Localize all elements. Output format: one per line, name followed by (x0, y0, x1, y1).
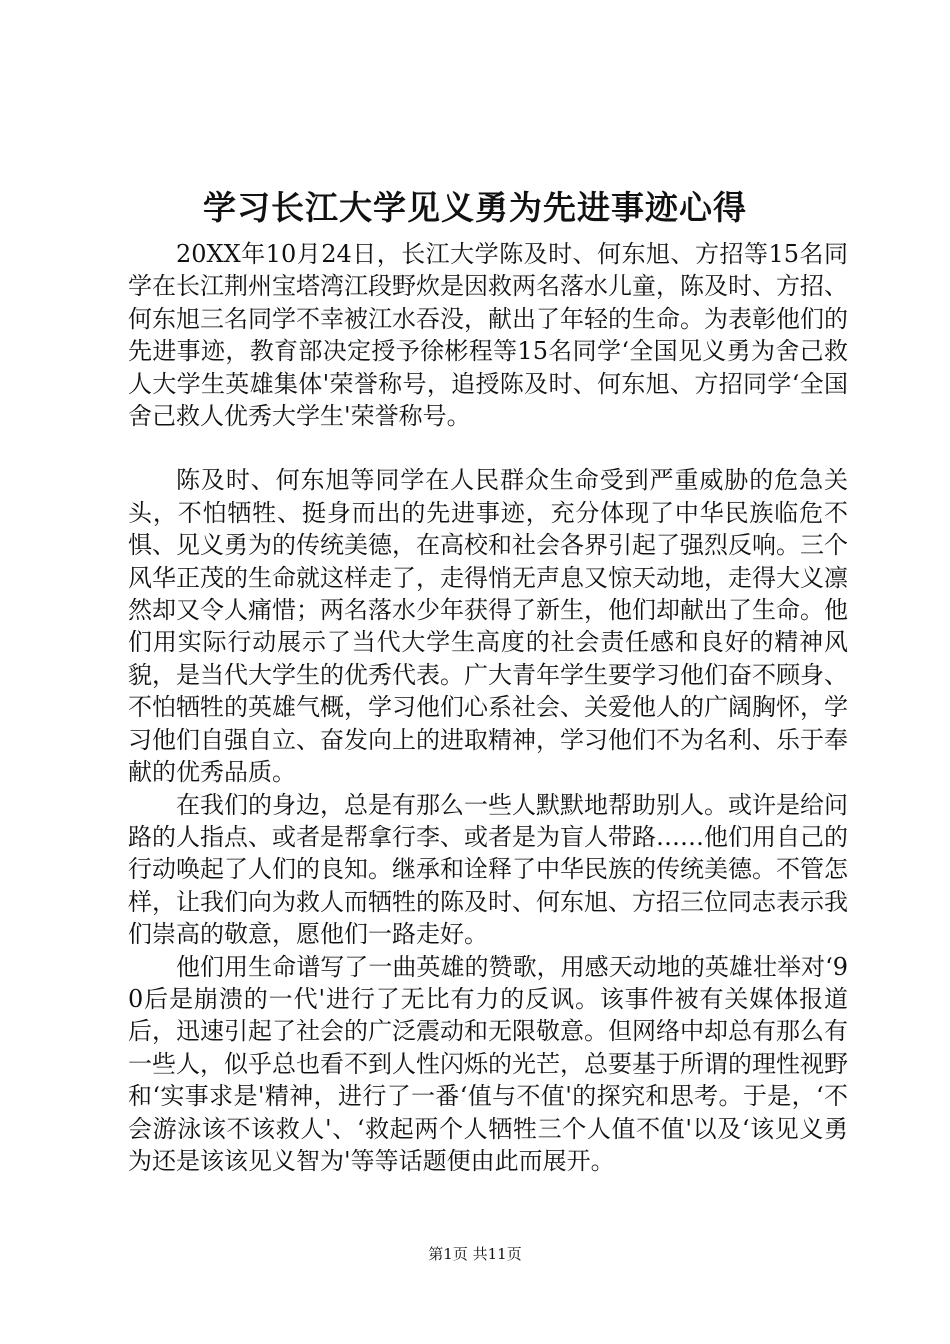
paragraph-4: 他们用生命谱写了一曲英雄的赞歌，用感天动地的英雄壮举对‘90后是崩溃的一代'进行了无比有力的反讽。该事件被有关媒体报道后，迅速引起了社会的广泛震动和无限敬意。但网络中却总有那么有一些人，似乎总也看不到人性闪烁的光芒，总要基于所谓的理性视野和‘实事求是'精神，进行了一番‘值与不值'的探究和思考。于是，‘不会游泳该不该救人'、‘救起两个人牺牲三个人值不值'以及‘该见义勇为还是该该见义智为'等等话题便由此而展开。 (128, 952, 848, 1175)
paragraph-3: 在我们的身边，总是有那么一些人默默地帮助别人。或许是给问路的人指点、或者是帮拿行李、或者是为盲人带路……他们用自己的行动唤起了人们的良知。继承和诠释了中华民族的传统美德。不管怎样，让我们向为救人而牺牲的陈及时、何东旭、方招三位同志表示我们崇高的敬意，愿他们一路走好。 (128, 790, 848, 949)
document-body (128, 238, 848, 1177)
page-footer: 第1页 共11页 (428, 1245, 522, 1263)
page-title: 学习长江大学见义勇为先进事迹心得 (203, 188, 747, 227)
paragraph-2: 陈及时、何东旭等同学在人民群众生命受到严重威胁的危急关头，不怕牺牲、挺身而出的先进事迹，充分体现了中华民族临危不惧、见义勇为的传统美德，在高校和社会各界引起了强烈反响。三个风华正茂的生命就这样走了，走得悄无声息又惊天动地，走得大义凛然却又令人痛惜；两名落水少年获得了新生，他们却献出了生命。他们用实际行动展示了当代大学生高度的社会责任感和良好的精神风貌，是当代大学生的优秀代表。广大青年学生要学习他们奋不顾身、不怕牺牲的英雄气概，学习他们心系社会、关爱他人的广阔胸怀，学习他们自强自立、奋发向上的进取精神，学习他们不为名利、乐于奉献的优秀品质。 (128, 466, 848, 787)
paragraph-1: 20XX年10月24日，长江大学陈及时、何东旭、方招等15名同学在长江荆州宝塔湾江段野炊是因救两名落水儿童，陈及时、方招、何东旭三名同学不幸被江水吞没，献出了年轻的生命。为表彰他们的先进事迹，教育部决定授予徐彬程等15名同学‘全国见义勇为舍己救人大学生英雄集体'荣誉称号，追授陈及时、何东旭、方招同学‘全国舍己救人优秀大学生'荣誉称号。 (128, 240, 848, 431)
